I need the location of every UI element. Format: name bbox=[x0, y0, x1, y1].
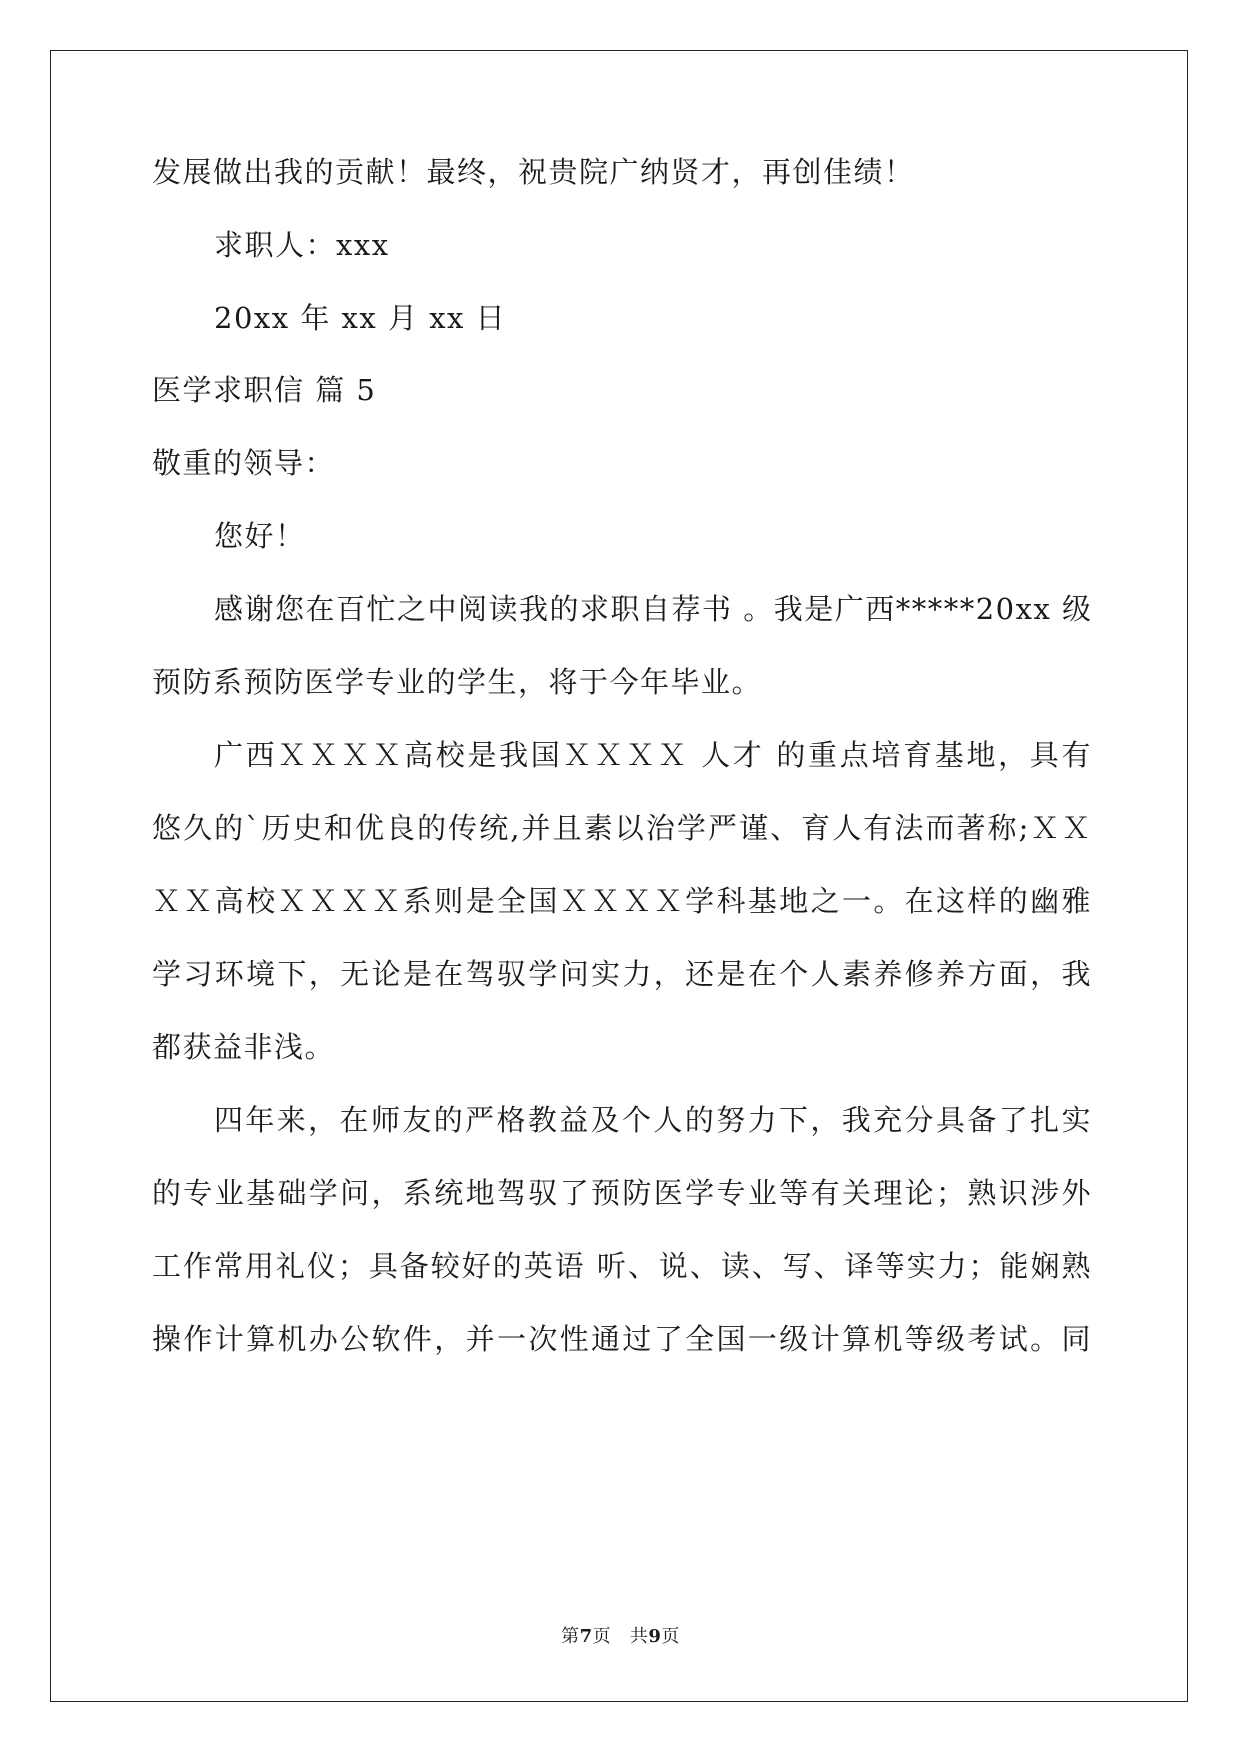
section-heading: 医学求职信 篇 5 bbox=[152, 373, 377, 407]
text-line: 工作常用礼仪；具备较好的英语 听、说、读、写、译等实力；能娴熟 bbox=[152, 1249, 1092, 1283]
current-page-number: 7 bbox=[579, 1626, 593, 1647]
footer-mid: 页 共 bbox=[592, 1626, 649, 1647]
footer-prefix: 第 bbox=[561, 1626, 580, 1647]
text-line: 都获益非浅。 bbox=[152, 1030, 336, 1064]
text-line: 感谢您在百忙之中阅读我的求职自荐书 。我是广西*****20xx 级 bbox=[214, 592, 1093, 626]
page-footer bbox=[0, 1622, 1241, 1648]
text-line: 发展做出我的贡献！最终，祝贵院广纳贤才，再创佳绩！ bbox=[152, 155, 915, 189]
applicant-signature: 求职人：xxx bbox=[214, 228, 390, 262]
text-line: 预防系预防医学专业的学生，将于今年毕业。 bbox=[152, 665, 763, 699]
salutation: 敬重的领导： bbox=[152, 446, 336, 480]
greeting: 您好！ bbox=[214, 519, 306, 553]
footer-suffix: 页 bbox=[661, 1626, 680, 1647]
text-line: 四年来，在师友的严格教益及个人的努力下，我充分具备了扎实 bbox=[214, 1103, 1092, 1137]
text-line: 悠久的`历史和优良的传统,并且素以治学严谨、育人有法而著称;ＸＸ bbox=[152, 811, 1092, 845]
letter-date: 20xx 年 xx 月 xx 日 bbox=[214, 301, 507, 335]
text-line: 操作计算机办公软件，并一次性通过了全国一级计算机等级考试。同 bbox=[152, 1322, 1092, 1356]
text-line: 学习环境下，无论是在驾驭学问实力，还是在个人素养修养方面，我 bbox=[152, 957, 1092, 991]
total-pages-number: 9 bbox=[648, 1626, 662, 1647]
text-line: ＸＸ高校ＸＸＸＸ系则是全国ＸＸＸＸ学科基地之一。在这样的幽雅 bbox=[152, 884, 1092, 918]
text-line: 的专业基础学问，系统地驾驭了预防医学专业等有关理论；熟识涉外 bbox=[152, 1176, 1092, 1210]
text-line: 广西ＸＸＸＸ高校是我国ＸＸＸＸ 人才 的重点培育基地，具有 bbox=[214, 738, 1092, 772]
